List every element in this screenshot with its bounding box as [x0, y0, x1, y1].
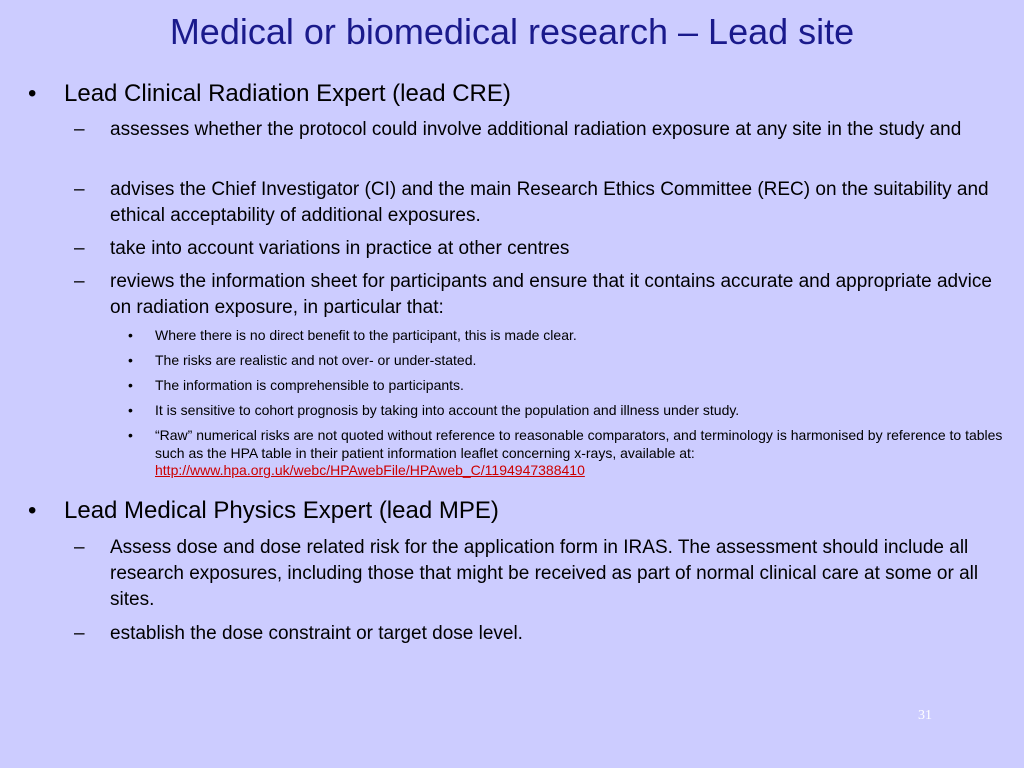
list-item — [74, 535, 1000, 613]
bullet-icon: • — [28, 80, 37, 107]
sub-list-item-text: The information is comprehensible to participants. — [155, 377, 464, 393]
bullet-icon: • — [128, 327, 133, 343]
list-item — [74, 269, 1000, 321]
sub-list-item — [128, 377, 1020, 395]
bullet-icon: • — [128, 377, 133, 393]
dash-icon: – — [74, 271, 85, 292]
sub-list-item-text: Where there is no direct benefit to the participant, this is made clear. — [155, 327, 577, 343]
dash-icon: – — [74, 179, 85, 200]
page-number: 31 — [918, 708, 932, 723]
dash-icon: – — [74, 537, 85, 558]
sub-list-item — [128, 352, 1020, 370]
bullet-icon: • — [128, 402, 133, 418]
dash-icon: – — [74, 623, 85, 644]
list-item-text: establish the dose constraint or target dose level. — [110, 623, 523, 644]
list-item-text: advises the Chief Investigator (CI) and the main Research Ethics Committee (REC) on the suitability and ethical acceptability of additional exposures. — [110, 179, 989, 226]
sub-list-item — [128, 402, 1020, 420]
list-item — [74, 177, 1000, 229]
section-heading-text: Lead Medical Physics Expert (lead MPE) — [64, 497, 499, 524]
list-item — [74, 621, 1000, 647]
list-item — [74, 236, 1000, 262]
section-heading-mpe — [28, 497, 1004, 525]
bullet-icon: • — [128, 427, 133, 443]
sub-list-item — [128, 427, 1020, 480]
list-item-text: Assess dose and dose related risk for the application form in IRAS. The assessment should include all research exposures, including those that might be received as part of normal clinical care at some or all sites. — [110, 537, 979, 610]
list-item-text: take into account variations in practice at other centres — [110, 238, 570, 259]
list-item-text: reviews the information sheet for participants and ensure that it contains accurate and appropriate advice on radiation exposure, in particular that: — [110, 271, 992, 318]
dash-icon: – — [74, 238, 85, 259]
dash-icon: – — [74, 119, 85, 140]
sub-list-item-text: It is sensitive to cohort prognosis by taking into account the population and illness under study. — [155, 402, 740, 418]
sub-list-item — [128, 327, 1020, 345]
sub-list-item-text: The risks are realistic and not over- or under-stated. — [155, 352, 477, 368]
hpa-link[interactable]: http://www.hpa.org.uk/webc/HPAwebFile/HPAweb_C/1194947388410 — [155, 462, 585, 478]
bullet-icon: • — [128, 352, 133, 368]
bullet-icon: • — [28, 497, 37, 524]
list-item-text: assesses whether the protocol could involve additional radiation exposure at any site in the study and — [110, 119, 962, 140]
section-heading-text: Lead Clinical Radiation Expert (lead CRE) — [64, 80, 511, 107]
sub-list-item-text: “Raw” numerical risks are not quoted without reference to reasonable comparators, and terminology is harmonised by reference to tables such as the HPA table in their patient information leaflet concerning x-rays, available at: — [155, 427, 1003, 461]
slide-title: Medical or biomedical research – Lead site — [169, 11, 855, 52]
section-heading-cre — [28, 80, 1004, 108]
list-item — [74, 117, 1000, 143]
